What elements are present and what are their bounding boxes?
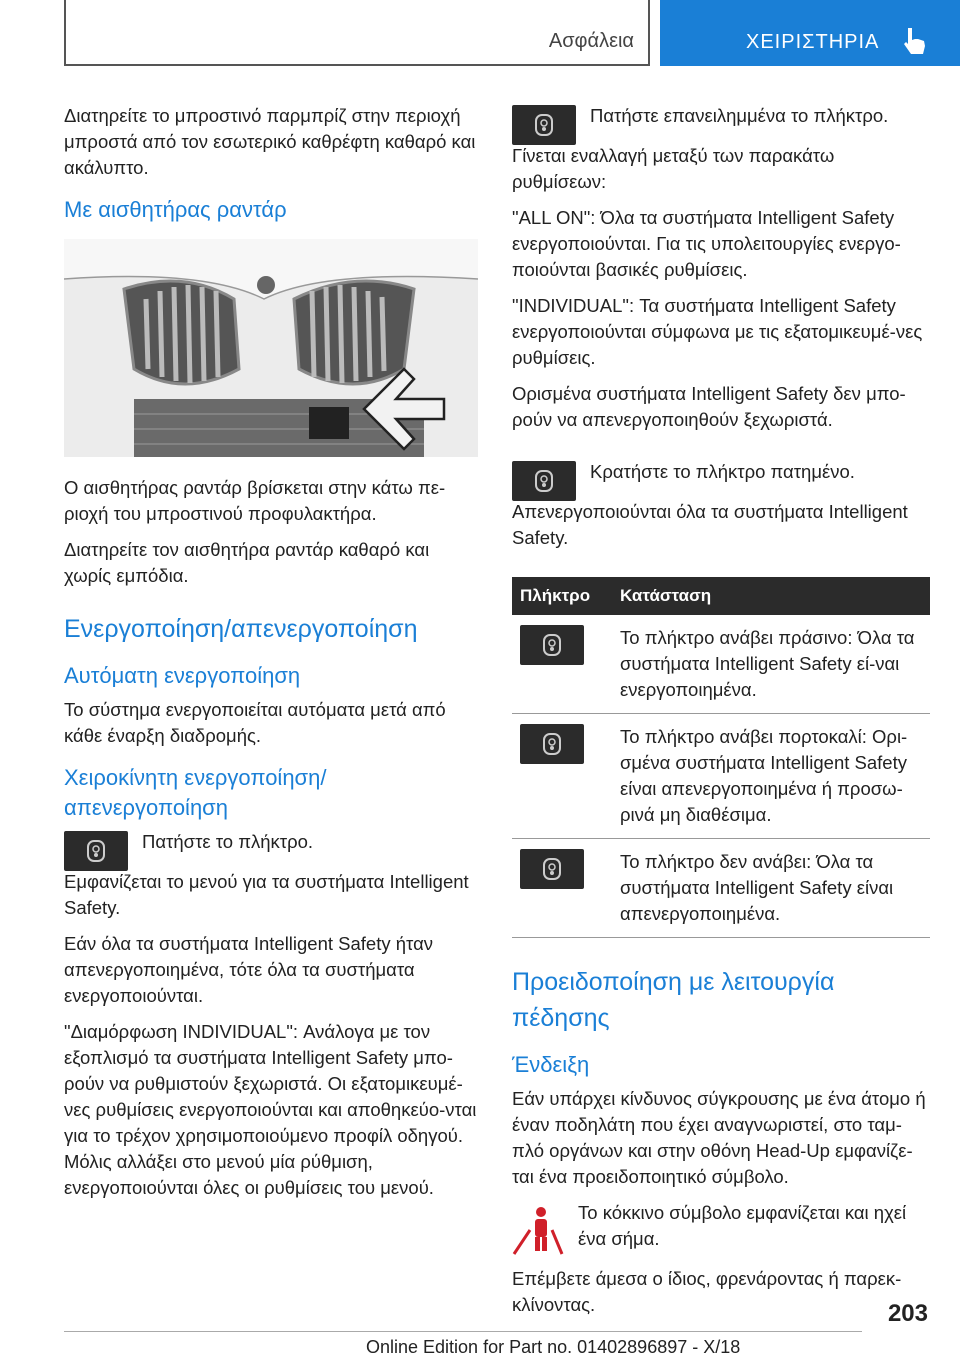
menu-appears-text: Εμφανίζεται το μενού για τα συστήματα Intelligent Safety. [64,871,469,918]
key-orange-icon [520,724,584,764]
chapter-tab[interactable] [660,0,960,66]
section-title: Ασφάλεια [548,30,634,52]
press-repeat-row [512,103,930,143]
press-key-text: Πατήστε το πλήκτρο. [142,831,314,852]
auto-activation-text: Το σύστημα ενεργοποιείται αυτόματα μετά από κάθε έναρξη διαδρομής. [64,699,446,746]
some-cannot-text: Ορισμένα συστήματα Intelligent Safety δεν μπο-ρούν να απενεργοποιηθούν ξεχωριστά. [512,383,906,430]
individual-on-text: "INDIVIDUAL": Τα συστήματα Intelligent Safety ενεργοποιούνται σύμφωνα με τις εξατομικευμέ-νες ρυθμίσεις. [512,295,923,368]
hold-key-text: Κρατήστε το πλήκτρο πατημένο. [590,461,855,482]
hold-key-row [512,459,930,499]
individual-config-text: "Διαμόρφωση INDIVIDUAL": Ανάλογα με τον εξοπλισμό τα συστήματα Intelligent Safety μπο-ρούν να ρυθμιστούν ξεχωριστά. Οι εξατομικευμέ-νες ρυθμίσεις ενεργοποιούνται και αποθηκεύο-νται για το τρέχον χρησιμοποιούμενο προφίλ οδηγού. Μόλις αλλάξει στο μενού μία ρύθμιση, ενεργοποιούνται όλες οι ρυθμίσεις του μενού. [64,1021,477,1198]
car-front-radar-illustration [64,239,478,457]
footer-divider [64,1331,862,1332]
left-column [64,103,478,1211]
car-safety-icon [532,113,556,137]
pointing-hand-icon [898,24,932,58]
chapter-tab-label: ΧΕΙΡΙΣΤΗΡΙΑ [746,31,880,53]
red-symbol-row [512,1200,930,1266]
status-cell: Το πλήκτρο δεν ανάβει: Όλα τα συστήματα Intelligent Safety είναι απενεργοποιημένα. [612,839,930,938]
red-symbol-text: Το κόκκινο σύμβολο εμφανίζεται και ηχεί ένα σήμα. [578,1202,907,1249]
key-green-icon [520,625,584,665]
col-status-header: Κατάσταση [612,577,930,615]
right-column [512,103,930,1328]
radar-clean-text: Διατηρείτε τον αισθητήρα ραντάρ καθαρό και χωρίς εμπόδια. [64,539,430,586]
status-cell: Το πλήκτρο ανάβει πορτοκαλί: Ορι-σμένα συστήματα Intelligent Safety είναι απενεργοποιημένα ή προσω-ρινά μη διαθέσιμα. [612,714,930,839]
warning-braking-heading: Προειδοποίηση με λειτουργία πέδησης [512,968,835,1032]
key-cell [512,714,612,839]
key-cell [512,839,612,938]
intelligent-safety-key[interactable] [512,105,576,145]
radar-sensor-image [64,239,478,457]
key-cell [512,615,612,714]
col-key-header: Πλήκτρο [512,577,612,615]
key-off-icon [520,849,584,889]
intelligent-safety-key[interactable] [512,461,576,501]
intro-paragraph: Διατηρείτε το μπροστινό παρμπρίζ στην περιοχή μπροστά από τον εσωτερικό καθρέφτη καθαρό και ακάλυπτο. [64,105,476,178]
all-on-text: "ALL ON": Όλα τα συστήματα Intelligent Safety ενεργοποιούνται. Για τις υπολειτουργίες ενεργο-ποιούνται βασικές ρυθμίσεις. [512,207,901,280]
manual-activation-heading: Χειροκίνητη ενεργοποίηση/ απενεργοποίηση [64,765,327,820]
pedestrian-warning-icon [512,1204,564,1256]
radar-heading: Με αισθητήρας ραντάρ [64,197,287,222]
intervene-text: Επέμβετε άμεσα ο ίδιος, φρενάροντας ή παρεκ-κλίνοντας. [512,1268,902,1315]
all-deactivated-text: Απενεργοποιούνται όλα τα συστήματα Intelligent Safety. [512,501,908,548]
table-row [512,714,930,839]
press-repeat-text: Πατήστε επανειλημμένα το πλήκτρο. [590,105,889,126]
table-header-row [512,577,930,615]
car-safety-icon [84,839,108,863]
edition-footer: Online Edition for Part no. 01402896897 - X/18 [366,1337,741,1357]
auto-activation-heading: Αυτόματη ενεργοποίηση [64,663,301,688]
radar-location-text: Ο αισθητήρας ραντάρ βρίσκεται στην κάτω πε-ριοχή του μπροστινού προφυλακτήρα. [64,477,446,524]
toggle-text: Γίνεται εναλλαγή μεταξύ των παρακάτω ρυθμίσεων: [512,145,835,192]
press-key-row [64,829,478,869]
page-number: 203 [887,1300,928,1327]
all-off-text: Εάν όλα τα συστήματα Intelligent Safety ήταν απενεργοποιημένα, τότε όλα τα συστήματα ενεργοποιούνται. [64,933,434,1006]
header-section-box [64,0,650,66]
indication-text: Εάν υπάρχει κίνδυνος σύγκρουσης με ένα άτομο ή έναν ποδηλάτη που έχει αναγνωριστεί, στο ταμ-πλό οργάνων και στην οθόνη Head-Up εμφανίζε-ται ένα προειδοποιητικό σύμβολο. [512,1088,926,1187]
intelligent-safety-key[interactable] [64,831,128,871]
table-row [512,839,930,938]
car-safety-icon [532,469,556,493]
indication-heading: Ένδειξη [512,1052,590,1077]
key-status-table [512,577,930,938]
table-row [512,615,930,714]
activation-heading: Ενεργοποίηση/απενεργοποίηση [64,615,418,643]
status-cell: Το πλήκτρο ανάβει πράσινο: Όλα τα συστήματα Intelligent Safety εί-ναι ενεργοποιημένα. [612,615,930,714]
